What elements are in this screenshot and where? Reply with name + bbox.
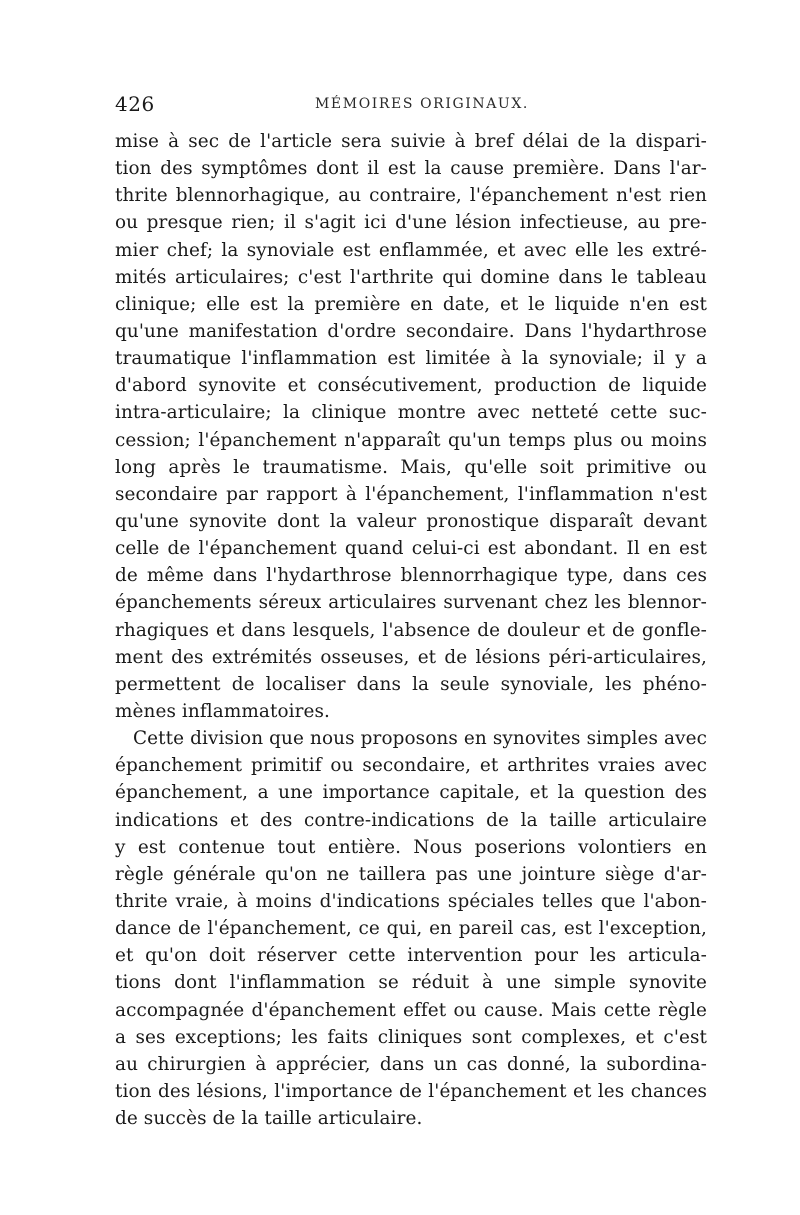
text-line: de même dans l'hydarthrose blennorrhagique type, dans ces (115, 565, 707, 587)
text-line: indications et des contre-indications de la taille articulaire (115, 809, 707, 831)
text-line: ment des extrémités osseuses, et de lésions péri-articulaires, (115, 646, 707, 668)
text-line: cession; l'épanchement n'apparaît qu'un temps plus ou moins (115, 429, 707, 451)
page-header (115, 92, 705, 122)
text-line: dance de l'épanchement, ce qui, en pareil cas, est l'exception, (115, 918, 707, 940)
text-line: y est contenue tout entière. Nous poserions volontiers en (115, 836, 707, 858)
text-line: qu'une synovite dont la valeur pronostique disparaît devant (115, 510, 707, 532)
text-line: épanchement, a une importance capitale, et la question des (115, 782, 707, 804)
text-line: accompagnée d'épanchement effet ou cause. Mais cette règle (115, 999, 707, 1021)
text-line: ou presque rien; il s'agit ici d'une lésion infectieuse, au pre- (115, 212, 707, 234)
text-line: règle générale qu'on ne taillera pas une jointure siège d'ar- (115, 863, 707, 885)
paragraph-1 (115, 128, 707, 725)
text-line: clinique; elle est la première en date, et le liquide n'en est (115, 293, 707, 315)
text-line: thrite blennorhagique, au contraire, l'épanchement n'est rien (115, 185, 707, 207)
text-line: et qu'on doit réserver cette intervention pour les articula- (115, 945, 707, 967)
text-line: a ses exceptions; les faits cliniques sont complexes, et c'est (115, 1026, 707, 1048)
text-line: thrite vraie, à moins d'indications spéciales telles que l'abon- (115, 890, 707, 912)
text-line: rhagiques et dans lesquels, l'absence de douleur et de gonfle- (115, 619, 707, 641)
text-line: mènes inflammatoires. (115, 700, 330, 722)
text-line: celle de l'épanchement quand celui-ci est abondant. Il en est (115, 538, 707, 560)
text-line: long après le traumatisme. Mais, qu'elle soit primitive ou (115, 456, 707, 478)
text-line: mise à sec de l'article sera suivie à bref délai de la dispari- (115, 131, 707, 152)
body-text (115, 128, 707, 1132)
text-line: secondaire par rapport à l'épanchement, l'inflammation n'est (115, 483, 707, 505)
text-line: qu'une manifestation d'ordre secondaire. Dans l'hydarthrose (115, 320, 707, 342)
page-number: 426 (115, 92, 155, 116)
text-line: intra-articulaire; la clinique montre avec netteté cette suc- (115, 402, 707, 424)
text-line: permettent de localiser dans la seule synoviale, les phéno- (115, 673, 707, 695)
text-line: épanchement primitif ou secondaire, et arthrites vraies avec (115, 755, 707, 777)
text-line: au chirurgien à apprécier, dans un cas donné, la subordina- (115, 1053, 707, 1075)
text-line: mités articulaires; c'est l'arthrite qui domine dans le tableau (115, 266, 707, 288)
paragraph-2 (115, 725, 707, 1132)
text-line: tion des lésions, l'importance de l'épanchement et les chances (115, 1080, 707, 1102)
text-line: mier chef; la synoviale est enflammée, et avec elle les extré- (115, 239, 707, 261)
text-line: traumatique l'inflammation est limitée à la synoviale; il y a (115, 348, 707, 370)
text-line: d'abord synovite et consécutivement, production de liquide (115, 375, 707, 397)
text-line: épanchements séreux articulaires survenant chez les blennor- (115, 592, 707, 614)
text-line: de succès de la taille articulaire. (115, 1108, 423, 1130)
running-title: MÉMOIRES ORIGINAUX. (315, 96, 529, 112)
text-line: Cette division que nous proposons en synovites simples avec (133, 728, 707, 750)
text-line: tions dont l'inflammation se réduit à une simple synovite (115, 972, 707, 994)
text-line: tion des symptômes dont il est la cause première. Dans l'ar- (115, 158, 707, 180)
